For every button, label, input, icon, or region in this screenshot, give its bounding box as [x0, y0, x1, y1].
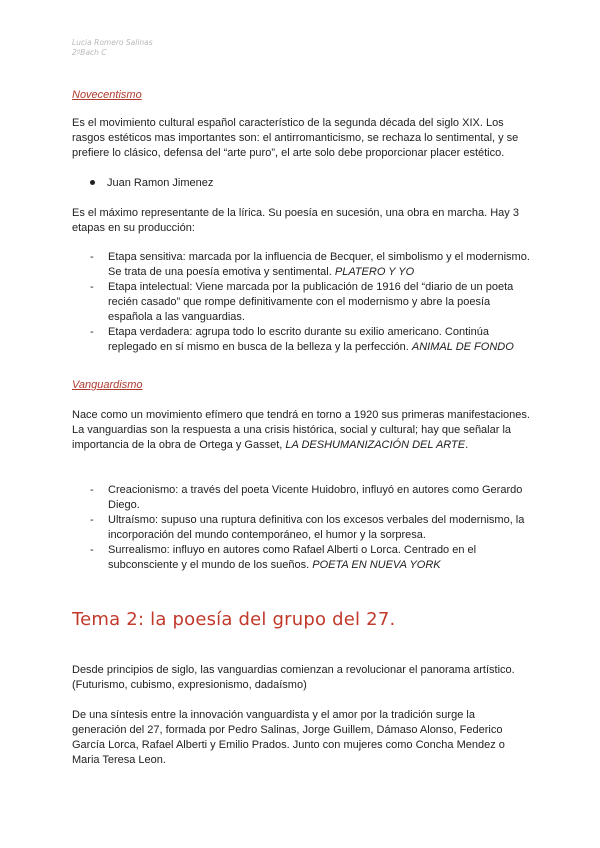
document-header: [72, 38, 153, 58]
section-title-vanguardismo: Vanguardismo: [72, 379, 143, 391]
list-item: - Creacionismo: a través del poeta Vicente Huidobro, influyó en autores como Gerardo Diego.: [90, 483, 535, 513]
list-item: - Etapa verdadera: agrupa todo lo escrito durante su exilio americano. Continúa replegado en sí mismo en busca de la belleza y la perfección. ANIMAL DE FONDO: [90, 325, 535, 355]
vanguardismo-intro: Nace como un movimiento efímero que tendrá en torno a 1920 sus primeras manifestaciones. La vanguardias son la respuesta a una crisis histórica, social y cultural; hay que señalar la importancia de la obra de Ortega y Gasset, LA DESHUMANIZACIÓN DEL ARTE.: [72, 409, 530, 451]
list-item: - Etapa intelectual: Viene marcada por la publicación de 1916 del “diario de un poeta recién casado” que rompe definitivamente con el modernismo y abre la poesía española a las vanguardias.: [90, 280, 535, 325]
bullet-dot: [90, 180, 95, 185]
novecentismo-paragraph: Es el máximo representante de la lírica. Su poesía en sucesión, una obra en marcha. Hay 3 etapas en su producción:: [72, 207, 519, 234]
work-title: LA DESHUMANIZACIÓN DEL ARTE: [285, 439, 466, 451]
work-title: ANIMAL DE FONDO: [411, 341, 514, 353]
work-title: PLATERO Y YO: [334, 266, 415, 278]
list-item: - Etapa sensitiva: marcada por la influencia de Becquer, el simbolismo y el modernismo. Se trata de una poesía emotiva y sentimental. PLATERO Y YO: [90, 250, 535, 280]
class-label: 2ºBach C: [72, 48, 107, 57]
section-title-novecentismo: Novecentismo: [72, 89, 142, 101]
tema2-paragraph-1: Desde principios de siglo, las vanguardias comienzan a revolucionar el panorama artístico. (Futurismo, cubismo, expresionismo, dadaísmo): [72, 664, 515, 691]
list-item: - Ultraísmo: supuso una ruptura definitiva con los excesos verbales del modernismo, la incorporación del mundo contemporáneo, el humor y la sorpresa.: [90, 513, 535, 543]
novecentismo-intro: Es el movimiento cultural español característico de la segunda década del siglo XIX. Los rasgos estéticos mas importantes son: el antirromanticismo, se rechaza lo sentimental, y se prefiere lo clásico, defensa del “arte puro”, el arte solo debe proporcionar placer estético.: [72, 117, 519, 159]
etapas-list: [90, 250, 535, 355]
tema2-paragraph-2: De una síntesis entre la innovación vanguardista y el amor por la tradición surge la generación del 27, formada por Pedro Salinas, Jorge Guillem, Dámaso Alonso, Federico García Lorca, Rafael Alberti y Emilio Prados. Junto con mujeres como Concha Mendez o Maria Teresa Leon.: [72, 709, 505, 766]
work-title: POETA EN NUEVA YORK: [312, 559, 441, 571]
vanguardias-list: [90, 483, 535, 573]
bullet-label: Juan Ramon Jimenez: [107, 177, 214, 189]
author-name: Lucia Romero Salinas: [72, 38, 153, 47]
bullet-item: [90, 176, 213, 191]
list-item: - Surrealismo: influyo en autores como Rafael Alberti o Lorca. Centrado en el subconsciente y el mundo de los sueños. POETA EN NUEVA YORK: [90, 543, 535, 573]
heading-tema-2: Tema 2: la poesía del grupo del 27.: [72, 609, 396, 630]
